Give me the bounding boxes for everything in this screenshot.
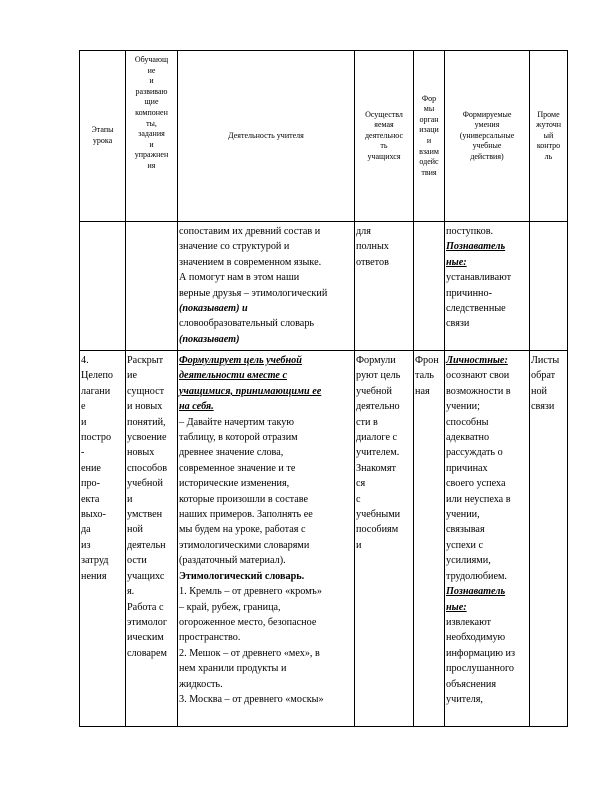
- header-forms-line: мы: [423, 104, 435, 114]
- text-line: екта: [81, 493, 100, 505]
- teacher-goal-line: учащимися, принимающими ее: [179, 385, 322, 397]
- text-line: понятий,: [127, 416, 166, 428]
- header-teacher-line: Деятельность учителя: [228, 130, 304, 140]
- text-line: постро: [81, 432, 112, 444]
- text-line: усилиями,: [446, 555, 491, 567]
- header-skills-line: (универсальные: [459, 130, 515, 140]
- text-line: поступков.: [446, 226, 494, 237]
- header-stage-line: Этапы: [91, 125, 114, 135]
- text-line: способны: [446, 416, 489, 428]
- text-line: причинно-: [446, 287, 492, 299]
- text-line: Работа с: [127, 601, 164, 613]
- text-line: учебными: [356, 509, 401, 521]
- text-line: ные:: [446, 256, 467, 268]
- header-student-line: Осуществл: [365, 109, 403, 119]
- header-forms-line: твия: [421, 167, 437, 177]
- text-line: учителя,: [446, 693, 483, 705]
- text-line: прослушанного: [446, 663, 514, 675]
- text-line: ение: [81, 462, 101, 474]
- dictionary-item: жидкость.: [179, 678, 223, 690]
- text-line: е: [81, 401, 86, 413]
- row2-student: [355, 351, 414, 727]
- header-control-line: жуточн: [535, 120, 561, 130]
- text-line: адекватно: [446, 432, 490, 444]
- header-control-line: контро: [536, 141, 561, 151]
- text-line: и: [356, 539, 362, 551]
- text-line: ие: [127, 370, 137, 382]
- text-line: таль: [415, 370, 434, 382]
- teacher-goal-line: Формулирует цель учебной: [179, 355, 302, 366]
- header-forms-line: орган: [419, 114, 439, 124]
- text-line: таблицу, в которой отразим: [179, 432, 298, 444]
- row1-skills: [445, 222, 530, 351]
- header-forms-line: и: [426, 136, 432, 145]
- text-line: Формули: [356, 355, 396, 366]
- text-line: Раскрыт: [127, 355, 164, 366]
- text-line: своего успеха: [446, 478, 506, 490]
- header-stage-line: урока: [92, 136, 113, 145]
- text-line: полных: [356, 241, 389, 253]
- text-line: информацию из: [446, 647, 515, 659]
- text-line: возможности в: [446, 385, 511, 397]
- text-line: нения: [81, 570, 107, 582]
- text-line: успехи с: [446, 539, 484, 551]
- text-line: значение со структурой и: [179, 241, 290, 253]
- text-line: А помогут нам в этом наши: [179, 272, 300, 284]
- header-tasks-line: ты,: [146, 118, 157, 128]
- text-line: этимологическими словарями: [179, 539, 310, 551]
- text-line: объяснения: [446, 678, 497, 690]
- header-forms-line: Фор: [421, 93, 437, 103]
- header-forms-line: одейс: [419, 157, 439, 167]
- text-line: значением в современном языке.: [179, 256, 322, 268]
- header-student-line: ть: [380, 141, 388, 151]
- header-control-line: Проме: [537, 109, 560, 119]
- text-line: следственные: [446, 303, 506, 315]
- dictionary-item: нем хранили продукты и: [179, 663, 287, 675]
- text-line: -: [81, 447, 85, 459]
- header-student: [355, 51, 414, 222]
- header-forms-line: взаим: [419, 146, 439, 156]
- header-forms: [414, 51, 445, 222]
- row1-teacher: [178, 222, 355, 351]
- dictionary-item: 2. Мешок – от древнего «мех», в: [179, 647, 320, 659]
- header-tasks-line: развиваю: [135, 86, 168, 96]
- lesson-plan-table: [79, 50, 568, 727]
- text-line: учащихс: [127, 570, 165, 582]
- text-line: и: [81, 416, 87, 428]
- skills-heading: ные:: [446, 601, 467, 613]
- text-line: обрат: [531, 370, 556, 382]
- header-skills-line: умения: [474, 120, 500, 130]
- header-teacher: [178, 51, 355, 222]
- text-line: (показывает) и: [179, 303, 248, 315]
- row1-control: [530, 222, 568, 351]
- text-line: ответов: [356, 256, 389, 268]
- text-line: связи: [446, 318, 470, 330]
- teacher-goal-line: на себя.: [179, 401, 214, 413]
- text-line: извлекают: [446, 616, 492, 628]
- text-line: диалоге с: [356, 432, 398, 444]
- header-tasks-line: задания: [138, 129, 165, 139]
- header-tasks-line: Обучающ: [134, 55, 169, 64]
- dictionary-item: пространство.: [179, 632, 241, 644]
- text-line: наших примеров. Заполнять ее: [179, 509, 313, 521]
- header-forms-line: изаци: [419, 125, 439, 135]
- text-line: да: [81, 524, 91, 536]
- header-tasks-line: и: [149, 139, 154, 149]
- header-skills-line: Формируемые: [462, 109, 512, 119]
- header-tasks-line: упражнен: [134, 150, 169, 160]
- skills-heading: Личностные:: [446, 355, 508, 366]
- text-line: ическим: [127, 632, 164, 644]
- text-line: древнее значение слова,: [179, 447, 284, 459]
- row2-forms: [414, 351, 445, 727]
- text-line: ости: [127, 555, 147, 567]
- skills-heading: Познаватель: [446, 586, 506, 598]
- text-line: усвоение: [127, 432, 167, 444]
- text-line: я.: [127, 586, 135, 598]
- text-line: с: [356, 493, 361, 505]
- text-line: из: [81, 539, 91, 551]
- row2-tasks: [126, 351, 178, 727]
- text-line: пособиям: [356, 524, 399, 536]
- text-line: деятельн: [127, 539, 166, 551]
- dictionary-title: Этимологический словарь.: [179, 570, 305, 582]
- text-line: Целепо: [81, 370, 114, 382]
- text-line: связи: [531, 401, 555, 413]
- row2-control: [530, 351, 568, 727]
- text-line: и новых: [127, 401, 163, 413]
- header-skills-line: действия): [470, 151, 504, 161]
- header-control-line: ль: [544, 151, 553, 161]
- text-line: – Давайте начертим такую: [179, 416, 294, 428]
- text-line: причинах: [446, 462, 488, 474]
- header-tasks-line: ия: [147, 160, 156, 170]
- row1-tasks: [126, 222, 178, 351]
- table-row: [80, 222, 568, 351]
- text-line: устанавливают: [446, 272, 512, 284]
- text-line: учении;: [446, 401, 480, 413]
- row2-stage: [80, 351, 126, 727]
- text-line: рассуждать о: [446, 447, 503, 459]
- text-line: мы будем на уроке, работая с: [179, 524, 306, 536]
- text-line: этимолог: [127, 616, 168, 628]
- row2-teacher: [178, 351, 355, 727]
- text-line: ся: [356, 478, 366, 490]
- text-line: сопоставим их древний состав и: [179, 226, 321, 237]
- text-line: словарем: [127, 647, 167, 659]
- text-line: способов: [127, 462, 168, 474]
- table-row: [80, 351, 568, 727]
- text-line: связывая: [446, 524, 485, 536]
- text-line: необходимую: [446, 632, 506, 644]
- text-line: сущност: [127, 385, 165, 397]
- text-line: исторические изменения,: [179, 478, 290, 490]
- header-control-line: ый: [543, 130, 554, 140]
- text-line: верные друзья – этимологический: [179, 287, 328, 299]
- text-line: современное значение и те: [179, 462, 296, 474]
- dictionary-item: 1. Кремль – от древнего «кромъ»: [179, 586, 322, 598]
- text-line: выхо-: [81, 509, 106, 521]
- text-line: деятельно: [356, 401, 400, 413]
- text-line: 4.: [81, 355, 89, 366]
- text-line: словообразовательный словарь: [179, 318, 315, 330]
- text-line: учителем.: [356, 447, 400, 459]
- row1-forms: [414, 222, 445, 351]
- text-line: затруд: [81, 555, 109, 567]
- header-tasks-line: и: [149, 76, 154, 86]
- text-line: Листы: [531, 355, 560, 366]
- header-control: [530, 51, 568, 222]
- header-student-line: деятельнос: [364, 130, 404, 140]
- text-line: сти в: [356, 416, 378, 428]
- text-line: для: [356, 226, 371, 237]
- text-line: умствен: [127, 509, 163, 521]
- header-tasks-line: щие: [144, 97, 159, 107]
- text-line: которые произошли в составе: [179, 493, 309, 505]
- header-student-line: яемая: [374, 120, 394, 130]
- text-line: или неуспеха в: [446, 493, 511, 505]
- header-stage: [80, 51, 126, 222]
- text-line: ной: [127, 524, 143, 536]
- dictionary-item: 3. Москва – от древнего «москы»: [179, 693, 324, 705]
- header-skills-line: учебные: [472, 141, 502, 151]
- text-line: Фрон: [415, 355, 439, 366]
- text-line: новых: [127, 447, 155, 459]
- header-student-line: учащихся: [367, 151, 401, 161]
- dictionary-item: – край, рубеж, граница,: [179, 601, 281, 613]
- text-line: учении,: [446, 509, 480, 521]
- teacher-goal-line: деятельности вместе с: [179, 370, 287, 382]
- header-tasks-line: компонен: [135, 107, 168, 117]
- text-line: лагани: [81, 385, 111, 397]
- text-line: учебной: [127, 478, 163, 490]
- row1-stage: [80, 222, 126, 351]
- header-tasks-line: ие: [147, 65, 156, 75]
- header-skills: [445, 51, 530, 222]
- header-tasks: [126, 51, 178, 222]
- text-line: Знакомят: [356, 462, 396, 474]
- row2-skills: [445, 351, 530, 727]
- text-line: про-: [81, 478, 101, 490]
- table-header-row: [80, 51, 568, 222]
- row1-student: [355, 222, 414, 351]
- dictionary-item: огороженное место, безопасное: [179, 616, 317, 628]
- text-line: осознают свои: [446, 370, 510, 382]
- text-line: (показывает): [179, 333, 240, 345]
- text-line: ной: [531, 385, 547, 397]
- text-line: руют цель: [356, 370, 401, 382]
- text-line: ная: [415, 385, 430, 397]
- text-line: учебной: [356, 385, 392, 397]
- text-line: и: [127, 493, 133, 505]
- text-line: (раздаточный материал).: [179, 555, 286, 567]
- text-line: трудолюбием.: [446, 570, 507, 582]
- text-line: Познаватель: [446, 241, 506, 253]
